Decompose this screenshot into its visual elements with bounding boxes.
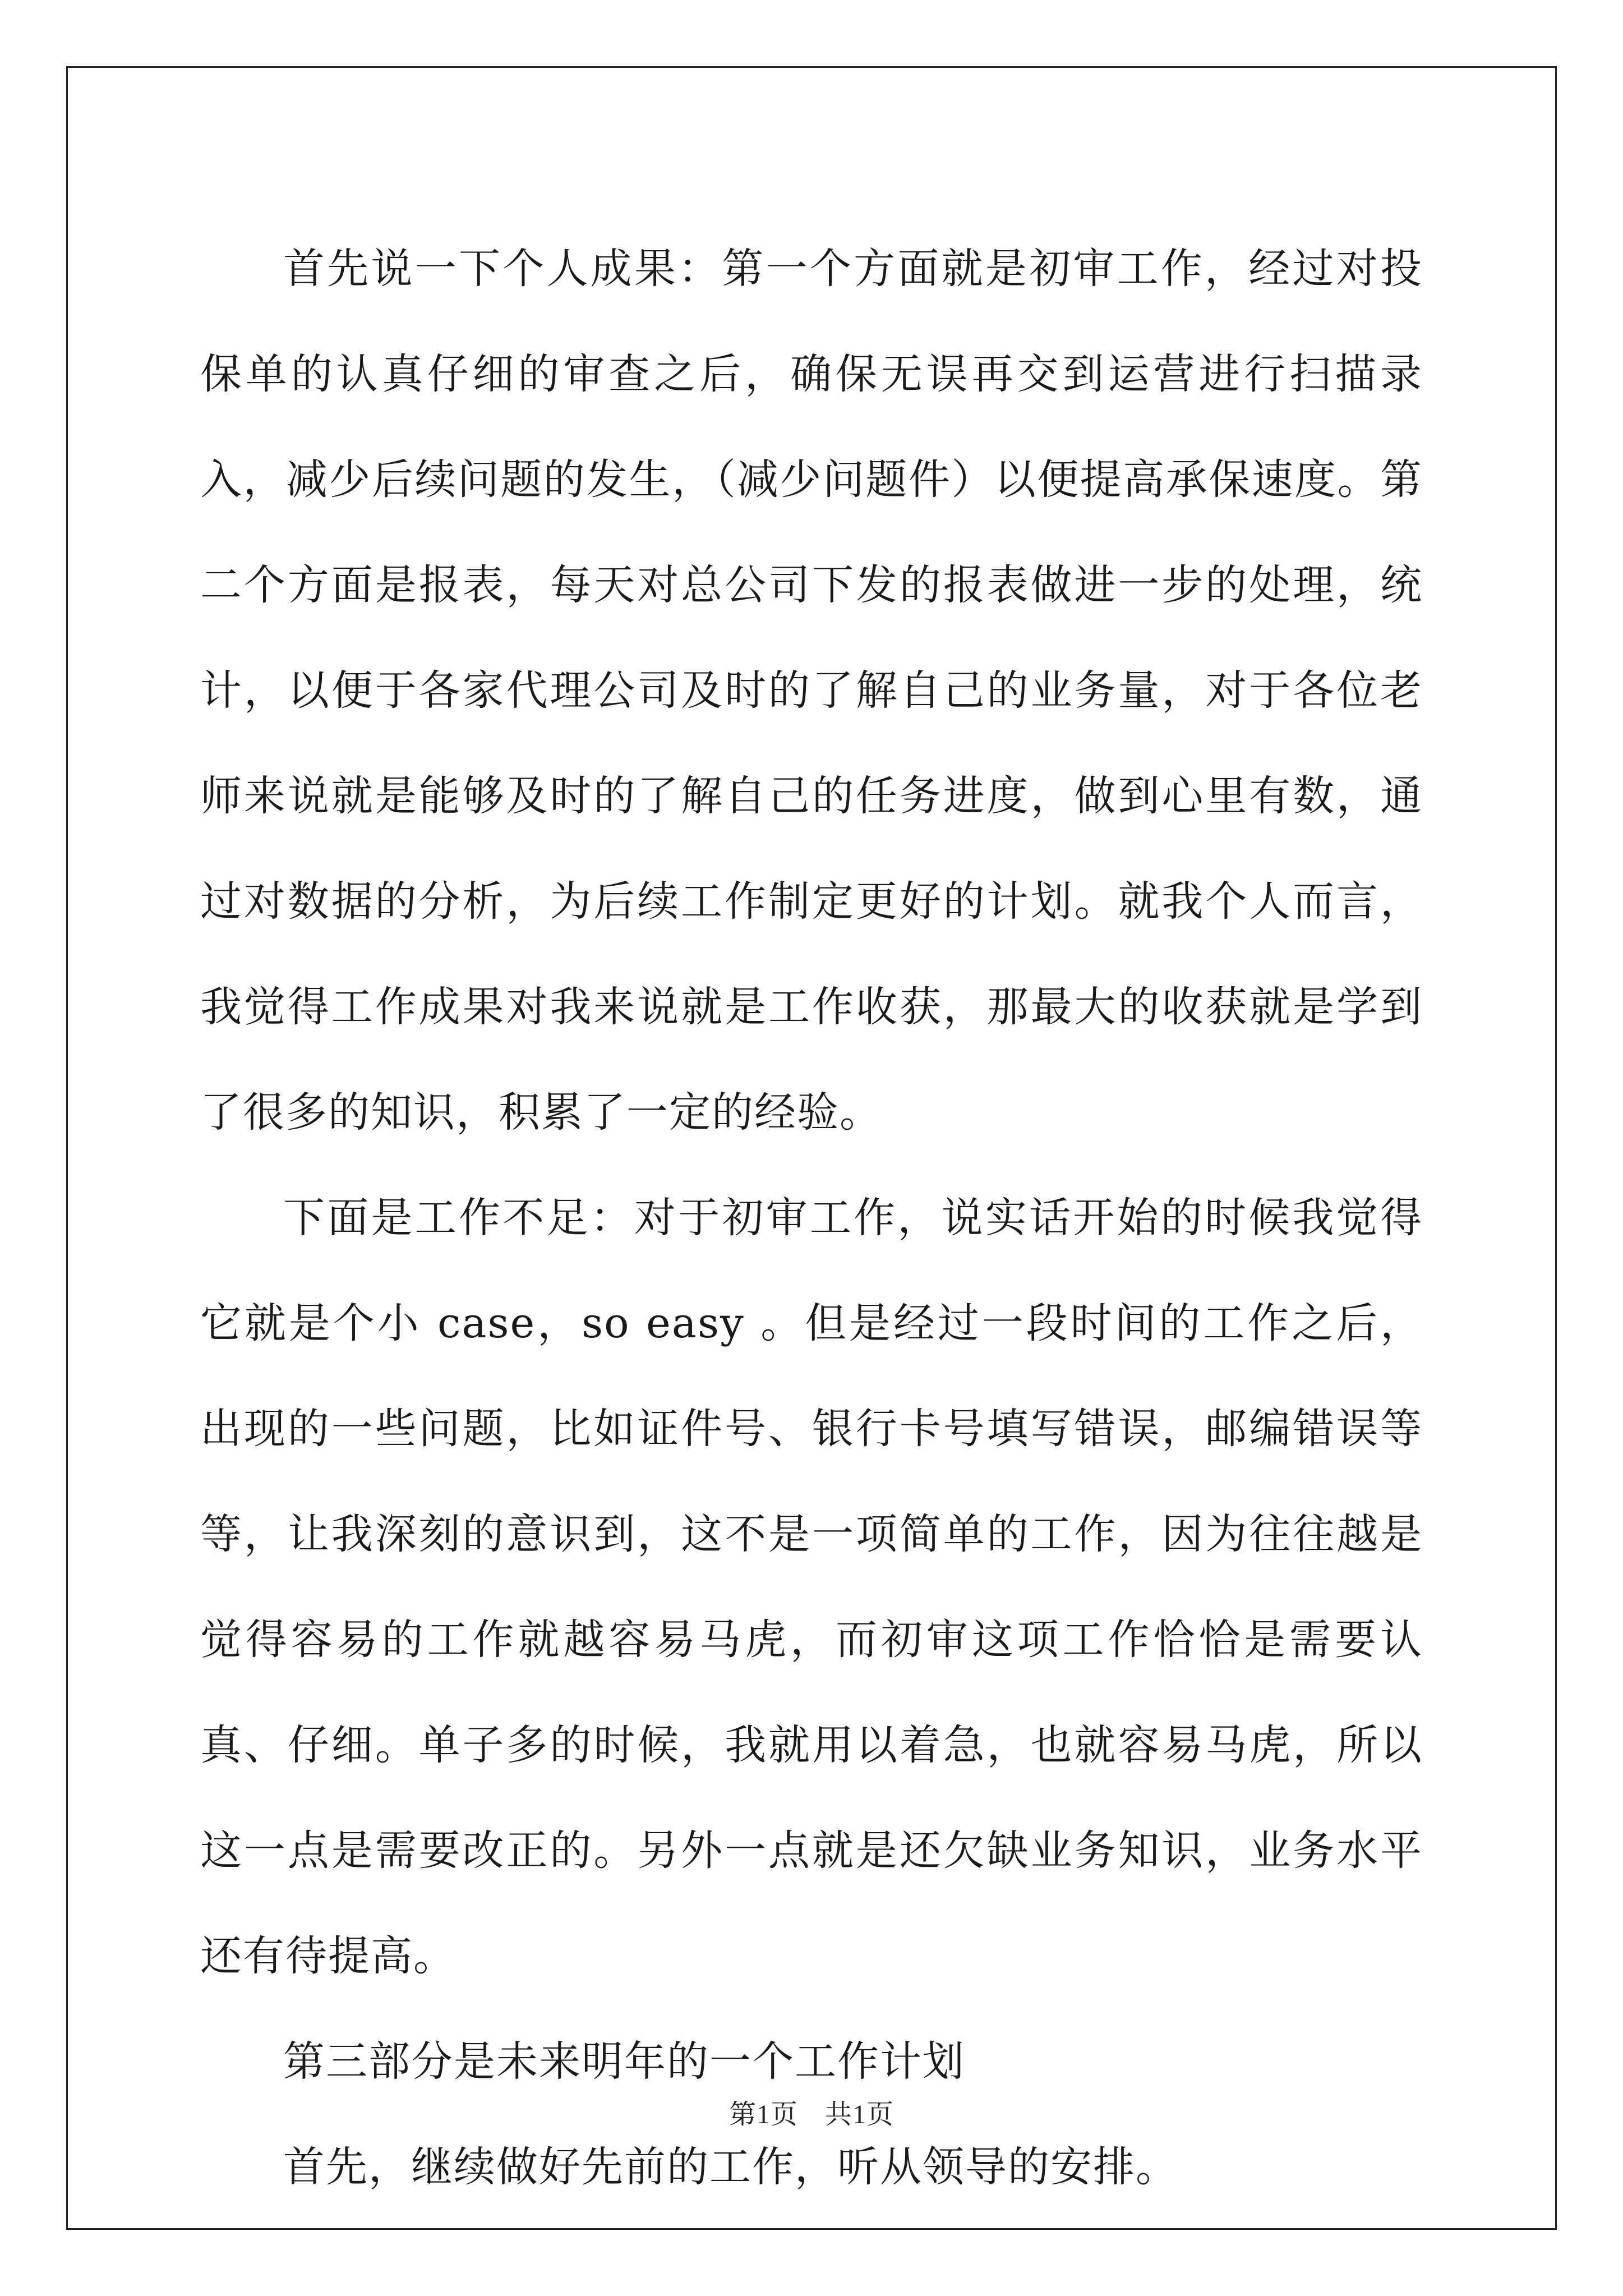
page-number: 第1页 bbox=[728, 2100, 798, 2129]
document-body bbox=[200, 216, 1423, 2220]
paragraph-personal-results: 首先说一下个人成果：第一个方面就是初审工作，经过对投保单的认真仔细的审查之后，确保无误再交到运营进行扫描录入，减少后续问题的发生，（减少问题件）以便提高承保速度。第二个方面是报表，每天对总公司下发的报表做进一步的处理，统计，以便于各家代理公司及时的了解自己的业务量，对于各位老师来说就是能够及时的了解自己的任务进度，做到心里有数，通过对数据的分析，为后续工作制定更好的计划。就我个人而言，我觉得工作成果对我来说就是工作收获，那最大的收获就是学到了很多的知识，积累了一定的经验。 bbox=[200, 245, 1423, 1137]
paragraph-first-plan: 首先，继续做好先前的工作，听从领导的安排。 bbox=[283, 2143, 1178, 2191]
page-footer bbox=[0, 2092, 1623, 2131]
paragraph-shortcomings: 下面是工作不足：对于初审工作，说实话开始的时候我觉得它就是个小 case，so easy 。但是经过一段时间的工作之后，出现的一些问题，比如证件号、银行卡号填写错误，邮编错误等等，让我深刻的意识到，这不是一项简单的工作，因为往往越是觉得容易的工作就越容易马虎，而初审这项工作恰恰是需要认真、仔细。单子多的时候，我就用以着急，也就容易马虎，所以这一点是需要改正的。另外一点就是还欠缺业务知识，业务水平还有待提高。 bbox=[200, 1194, 1423, 1980]
page-total: 共1页 bbox=[825, 2100, 895, 2129]
paragraph-section-three-heading: 第三部分是未来明年的一个工作计划 bbox=[283, 2037, 965, 2086]
